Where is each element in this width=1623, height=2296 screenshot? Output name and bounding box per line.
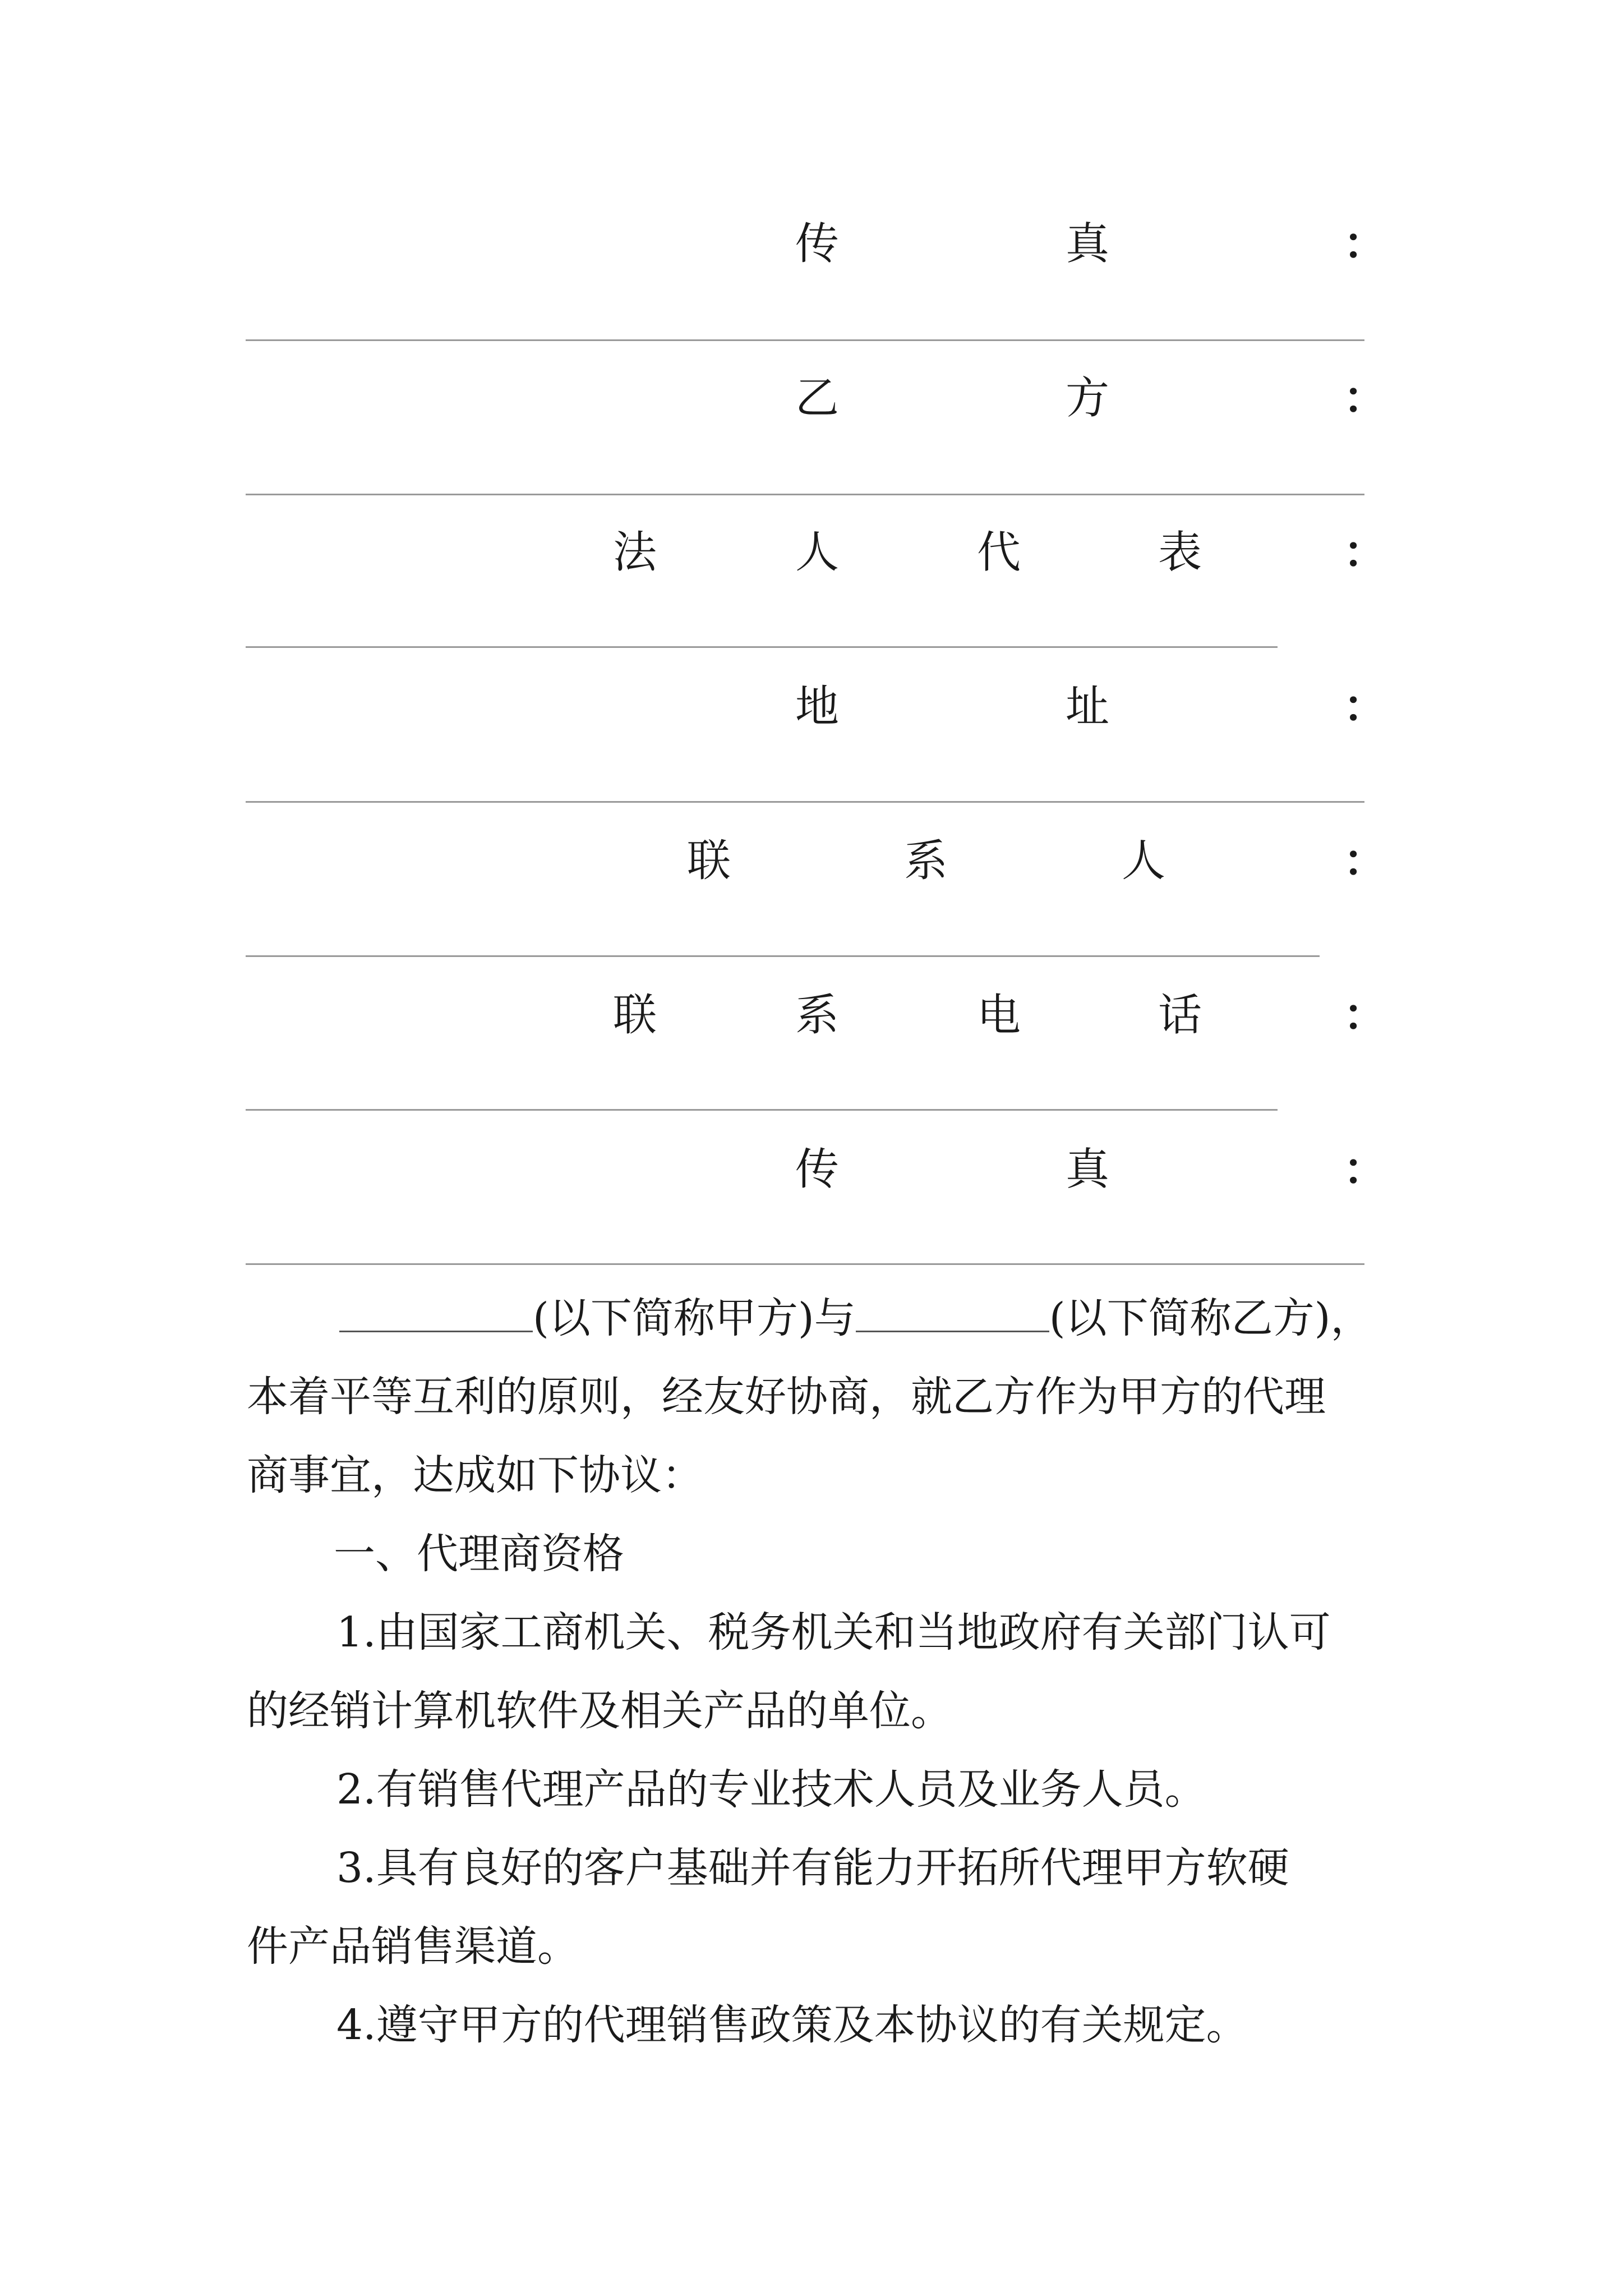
intro-line-1 [339, 1279, 1556, 1358]
field-colon: ： [1343, 218, 1387, 269]
field-contact [0, 830, 1623, 909]
section-heading: 一、代理商资格 [334, 1530, 624, 1578]
field-colon: ： [1343, 990, 1387, 1041]
field-char: 真 [1066, 1144, 1110, 1195]
field-colon: ： [1343, 1144, 1387, 1195]
field-fax-a [0, 213, 1623, 292]
field-char: 址 [1066, 682, 1110, 732]
field-char: 地 [795, 682, 840, 732]
field-char: 传 [795, 1144, 840, 1195]
field-char: 联 [613, 990, 657, 1041]
field-char: 电 [977, 990, 1021, 1041]
field-colon: ： [1343, 372, 1387, 424]
field-char: 系 [904, 836, 948, 886]
field-party-b [0, 367, 1623, 446]
item-4: 4.遵守甲方的代理销售政策及本协议的有关规定。 [336, 2001, 1248, 2049]
field-char: 代 [977, 527, 1021, 578]
field-char: 法 [613, 527, 657, 578]
field-char: 人 [795, 527, 840, 578]
field-colon: ： [1343, 527, 1387, 578]
field-char: 真 [1066, 219, 1110, 269]
item-2: 2.有销售代理产品的专业技术人员及业务人员。 [336, 1765, 1206, 1814]
field-char: 传 [795, 219, 840, 269]
field-char: 系 [795, 990, 840, 1041]
field-char: 人 [1122, 836, 1166, 886]
fill-in-line [246, 646, 1278, 648]
fill-in-line [246, 1263, 1364, 1265]
field-colon: ： [1343, 835, 1387, 886]
intro-line-3: 商事宜，达成如下协议： [247, 1451, 703, 1499]
field-fax-b [0, 1139, 1623, 1217]
intro-part-1: (以下简称甲方)与 [533, 1294, 856, 1342]
field-colon: ： [1343, 681, 1387, 732]
field-address [0, 676, 1623, 754]
fill-in-line [246, 494, 1364, 495]
field-char: 乙 [795, 373, 840, 424]
intro-line-2: 本着平等互利的原则，经友好协商，就乙方作为甲方的代理 [247, 1373, 1326, 1421]
item-1-line-2: 的经销计算机软件及相关产品的单位。 [247, 1687, 952, 1735]
fill-in-line [246, 339, 1364, 341]
blank-party-b [856, 1295, 1049, 1332]
field-char: 联 [687, 836, 731, 886]
field-char: 方 [1066, 373, 1110, 424]
field-char: 表 [1158, 527, 1202, 578]
fill-in-line [246, 801, 1364, 803]
fill-in-line [246, 1109, 1278, 1111]
item-1-line-1: 1.由国家工商机关、税务机关和当地政府有关部门认可 [336, 1608, 1331, 1657]
field-phone [0, 984, 1623, 1063]
field-legal-rep [0, 522, 1623, 600]
item-3-line-2: 件产品销售渠道。 [247, 1922, 579, 1971]
fill-in-line [246, 955, 1320, 957]
item-3-line-1: 3.具有良好的客户基础并有能力开拓所代理甲方软硬 [336, 1844, 1289, 1892]
intro-part-2: (以下简称乙方)， [1049, 1294, 1372, 1342]
field-char: 话 [1158, 990, 1202, 1041]
blank-party-a [339, 1295, 533, 1332]
